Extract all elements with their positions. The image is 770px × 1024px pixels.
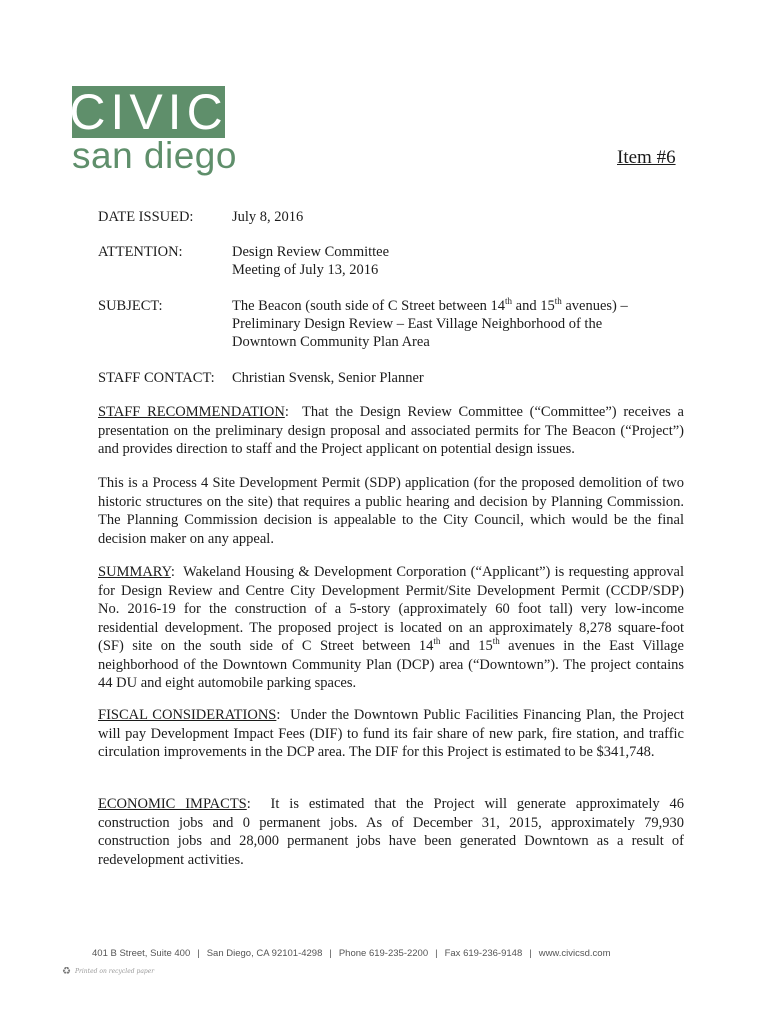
footer-separator: | xyxy=(435,948,438,959)
subject-label: SUBJECT: xyxy=(98,298,163,314)
economic-impacts-heading: ECONOMIC IMPACTS xyxy=(98,796,247,812)
fiscal-considerations-paragraph: FISCAL CONSIDERATIONS: Under the Downtown Public Facilities Financing Plan, the Project will pay Development Impact Fees (DIF) to fund its fair share of new park, fire station, and traffic circulation improvements in the DCP area. The DIF for this Project is estimated to be $341,748. xyxy=(98,707,685,760)
recycled-paper-note xyxy=(62,966,154,977)
summary-heading: SUMMARY xyxy=(98,564,171,580)
staff-recommendation-paragraph: STAFF RECOMMENDATION: That the Design Review Committee (“Committee”) receives a presentation on the preliminary design proposal and associated permits for The Beacon (“Project”) and provides direction to staff and the Project applicant on potential design issues. xyxy=(98,404,684,457)
footer-phone: Phone 619-235-2200 xyxy=(338,948,429,959)
attention-line: Design Review Committee xyxy=(232,244,390,260)
economic-impacts-paragraph: ECONOMIC IMPACTS: It is estimated that the Project will generate approximately 46 construction jobs and 0 permanent jobs. As of December 31, 2015, approximately 79,930 construction jobs and 28,000 permanent jobs have been generated Downtown as a result of redevelopment activities. xyxy=(98,796,685,868)
subject-line: The Beacon (south side of C Street between 14th and 15th avenues) – xyxy=(232,296,628,314)
footer-address: 401 B Street, Suite 400 xyxy=(92,948,191,959)
footer-city: San Diego, CA 92101-4298 xyxy=(206,948,323,959)
logo-subtitle: san diego xyxy=(72,135,237,176)
attention-label: ATTENTION: xyxy=(98,244,183,260)
fiscal-considerations-text: Under the Downtown Public Facilities Financing Plan, the Project will pay Development Impact Fees (DIF) to fund its fair share of new park, fire station, and traffic circulation improvements in the DCP area. The DIF for this Project is estimated to be $341,748. xyxy=(98,707,685,760)
date-issued-label: DATE ISSUED: xyxy=(98,209,194,225)
logo-word: CIVIC xyxy=(69,84,228,140)
attention-line: Meeting of July 13, 2016 xyxy=(232,262,379,278)
logo-box xyxy=(69,84,228,140)
staff-recommendation-heading: STAFF RECOMMENDATION xyxy=(98,404,285,420)
summary-paragraph: SUMMARY: Wakeland Housing & Development Corporation (“Applicant”) is requesting approval for Design Review and Centre City Development Permit/Site Development Permit (CCDP/SDP) No. 2016-19 for the construction of a 5-story (approximately 60 foot tall) very low-income residential development. The proposed project is located on an approximately 8,278 square-foot (SF) site on the south side of C Street between 14th and 15th avenues in the East Village neighborhood of the Downtown Community Plan (DCP) area (“Downtown”). The project contains 44 DU and eight automobile parking spaces. xyxy=(98,564,684,691)
footer-contact-line xyxy=(92,948,692,959)
subject-line: Downtown Community Plan Area xyxy=(232,334,430,350)
footer-separator: | xyxy=(197,948,200,959)
footer-fax: Fax 619-236-9148 xyxy=(444,948,523,959)
subject-value xyxy=(232,297,692,351)
civic-san-diego-logo xyxy=(69,84,237,176)
process-paragraph: This is a Process 4 Site Development Permit (SDP) application (for the proposed demolition of two historic structures on the site) that requires a public hearing and decision by Planning Commission. The Planning Commission decision is appealable to the City Council, which would be the final decision maker on any appeal. xyxy=(98,475,684,547)
fiscal-considerations-heading: FISCAL CONSIDERATIONS xyxy=(98,707,277,723)
subject-line: Preliminary Design Review – East Village Neighborhood of the xyxy=(232,316,603,332)
staff-contact-value: Christian Svensk, Senior Planner xyxy=(232,370,424,386)
economic-impacts-text: It is estimated that the Project will generate approximately 46 construction jobs and 0 permanent jobs. As of December 31, 2015, approximately 79,930 construction jobs and 28,000 permanent jobs have been generated Downtown as a result of redevelopment activities. xyxy=(98,796,685,868)
footer-website-link[interactable]: www.civicsd.com xyxy=(538,948,611,959)
summary-text: Wakeland Housing & Development Corporation (“Applicant”) is requesting approval for Design Review and Centre City Development Permit/Site Development Permit (CCDP/SDP) No. 2016-19 for the construction of a 5-story (approximately 60 foot tall) very low-income residential development. The proposed project is located on an approximately 8,278 square-foot (SF) site on the south side of C Street between 14th and 15th avenues in the East Village neighborhood of the Downtown Community Plan (DCP) area (“Downtown”). The project contains 44 DU and eight automobile parking spaces. xyxy=(98,564,684,691)
item-number: Item #6 xyxy=(617,147,676,168)
recycled-paper-text: Printed on recycled paper xyxy=(74,968,155,975)
footer-separator: | xyxy=(529,948,532,959)
staff-contact-label: STAFF CONTACT: xyxy=(98,370,215,386)
recycle-icon: ♻ xyxy=(62,966,71,977)
staff-recommendation-text: That the Design Review Committee (“Committee”) receives a presentation on the preliminary design proposal and associated permits for The Beacon (“Project”) and provides direction to staff and the Project applicant on potential design issues. xyxy=(98,404,684,457)
footer-separator: | xyxy=(329,948,332,959)
date-issued-value: July 8, 2016 xyxy=(232,209,304,225)
attention-value xyxy=(232,243,692,279)
